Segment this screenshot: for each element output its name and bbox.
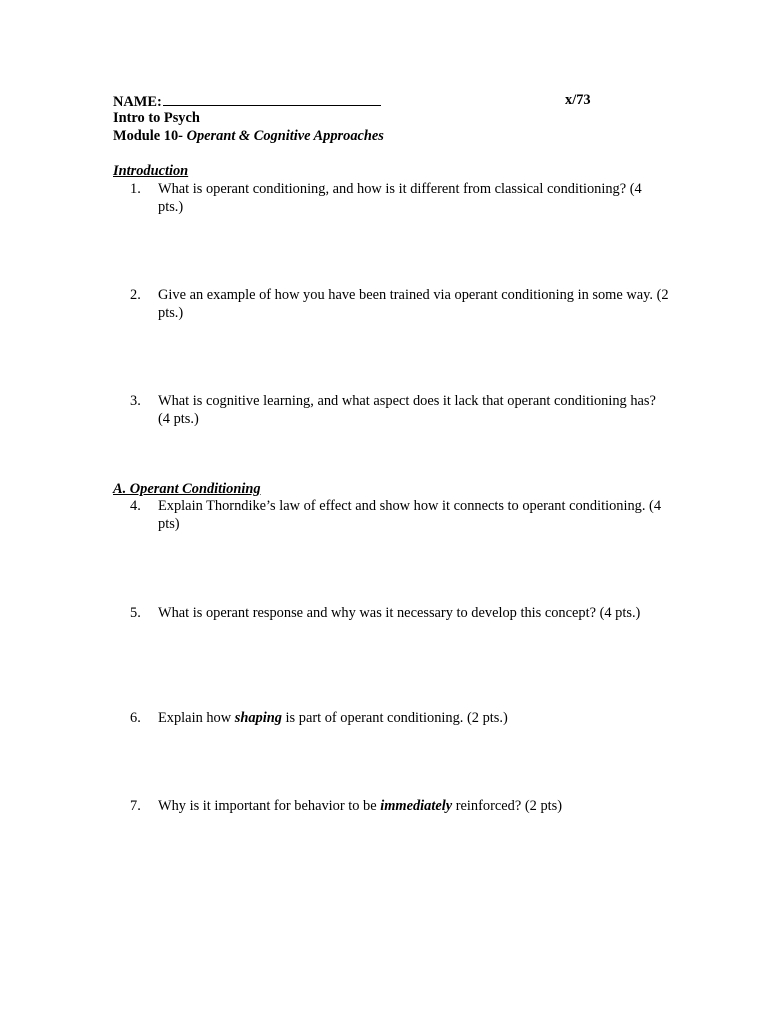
question-text-pre: Why is it important for behavior to be [158, 798, 381, 814]
question-number: 4. [130, 498, 141, 514]
question-text [158, 797, 670, 815]
question-text-pre: Explain how [158, 710, 235, 726]
question-6 [130, 709, 670, 727]
module-prefix: Module 10- [113, 128, 183, 144]
question-4 [130, 497, 670, 533]
question-5 [130, 604, 670, 622]
question-number: 1. [130, 181, 141, 197]
question-text: Explain Thorndike’s law of effect and show how it connects to operant conditioning. (4 pts) [158, 498, 662, 532]
module-topic: Operant & Cognitive Approaches [186, 128, 384, 144]
question-text: What is operant conditioning, and how is it different from classical conditioning? (4 pts.) [158, 181, 642, 215]
question-number: 7. [130, 798, 141, 814]
question-number: 6. [130, 710, 141, 726]
question-text-post: is part of operant conditioning. (2 pts.) [281, 710, 508, 726]
course-title: Intro to Psych [113, 110, 200, 126]
question-number: 3. [130, 393, 141, 409]
question-text: Give an example of how you have been trained via operant conditioning in some way. (2 pts.) [158, 287, 669, 321]
module-title [113, 127, 384, 145]
question-3 [130, 392, 670, 428]
question-text: What is operant response and why was it necessary to develop this concept? (4 pts.) [158, 605, 641, 621]
name-field [113, 91, 381, 111]
question-text-post: reinforced? (2 pts) [452, 798, 563, 814]
question-text [158, 709, 670, 727]
question-7 [130, 797, 670, 815]
emphasis-shaping: shaping [234, 710, 282, 726]
question-2 [130, 286, 670, 322]
score-total: x/73 [565, 92, 591, 108]
emphasis-immediately: immediately [380, 798, 453, 814]
section-operant-conditioning: A. Operant Conditioning [113, 481, 261, 497]
question-number: 2. [130, 287, 141, 303]
question-text: What is cognitive learning, and what aspect does it lack that operant conditioning has? (4 pts.) [158, 393, 656, 427]
question-1 [130, 180, 670, 216]
name-label: NAME: [113, 94, 162, 110]
section-introduction: Introduction [113, 163, 189, 179]
question-number: 5. [130, 605, 141, 621]
name-blank-line[interactable] [163, 91, 381, 106]
